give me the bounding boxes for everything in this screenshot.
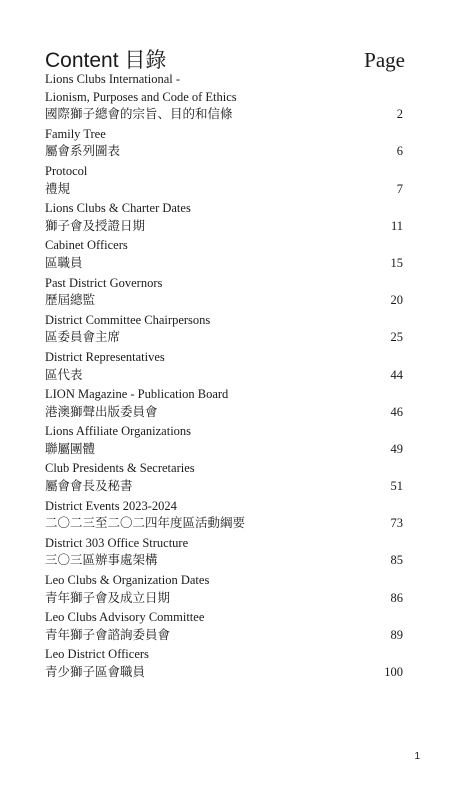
toc-entry-page-number: 86 [390, 590, 403, 605]
toc-entry-line: 港澳獅聲出版委員會 [45, 404, 158, 419]
toc-entry-line: 區委員會主席 [45, 330, 121, 345]
toc-entry[interactable] [45, 200, 403, 235]
toc-entry[interactable] [45, 460, 403, 495]
toc-entry-line: Lions Clubs International - [45, 72, 181, 86]
toc-entry-line: 青年獅子會及成立日期 [45, 590, 171, 605]
toc-entry-line: 獅子會及授證日期 [45, 218, 146, 233]
toc-entry-line: Lions Affiliate Organizations [45, 424, 192, 439]
toc-entry-line: Lionism, Purposes and Code of Ethics [45, 89, 237, 104]
toc-entry-line: Leo District Officers [45, 647, 149, 662]
toc-entry-line: 青年獅子會諮詢委員會 [45, 627, 171, 642]
toc-entry[interactable] [45, 423, 403, 458]
toc-entry-line: 屬會系列圖表 [45, 144, 121, 159]
toc-entry-line: Leo Clubs Advisory Committee [45, 610, 205, 625]
toc-entry-page-number: 15 [390, 255, 403, 270]
toc-entry[interactable] [45, 237, 403, 272]
toc-header [45, 44, 405, 74]
toc-entry-line: 禮規 [45, 181, 71, 196]
toc-entry-page-number: 49 [390, 441, 403, 456]
toc-entry-line: District 303 Office Structure [45, 535, 189, 550]
toc-entry[interactable] [45, 163, 403, 198]
toc-entry-line: 區代表 [45, 367, 83, 382]
toc-entry-page-number: 44 [390, 367, 403, 382]
toc-entry-page-number: 2 [396, 107, 403, 122]
toc-entry-line: 國際獅子總會的宗旨、目的和信條 [45, 107, 233, 122]
toc-entry-page-number: 85 [390, 553, 403, 568]
toc-entry-line: 二〇二三至二〇二四年度區活動綱要 [45, 516, 246, 531]
toc-entry[interactable] [45, 349, 403, 384]
toc-entry-line: 歷屆總監 [45, 293, 96, 308]
toc-entry-page-number: 89 [390, 627, 403, 642]
table-of-contents [45, 71, 403, 682]
toc-entry[interactable] [45, 535, 403, 570]
toc-entry-line: 三〇三區辦事處架構 [45, 553, 158, 568]
toc-entry-line: Cabinet Officers [45, 238, 128, 253]
toc-entry-line: 聯屬團體 [45, 441, 96, 456]
toc-entry[interactable] [45, 312, 403, 347]
toc-entry-page-number: 11 [390, 218, 403, 233]
toc-entry-page-number: 51 [390, 479, 403, 494]
toc-entry-line: LION Magazine - Publication Board [45, 387, 229, 402]
toc-entry[interactable] [45, 498, 403, 533]
toc-entry-line: Protocol [45, 163, 88, 178]
toc-entry-line: Past District Governors [45, 275, 163, 290]
page-title: Content 目錄 [45, 49, 167, 72]
toc-entry-line: Family Tree [45, 126, 106, 141]
toc-entry-line: District Events 2023-2024 [45, 498, 177, 513]
toc-entry[interactable] [45, 646, 403, 681]
toc-entry-line: 青少獅子區會職員 [45, 665, 146, 679]
footer-page-number: 1 [414, 751, 420, 762]
toc-entry-page-number: 25 [390, 330, 403, 345]
toc-entry-page-number: 20 [390, 293, 403, 308]
toc-entry-page-number: 100 [384, 665, 403, 679]
toc-entry-page-number: 7 [396, 181, 403, 196]
toc-entry[interactable] [45, 126, 403, 161]
toc-entry[interactable] [45, 609, 403, 644]
toc-entry-line: 屬會會長及秘書 [45, 479, 133, 494]
toc-entry-page-number: 46 [390, 404, 403, 419]
toc-entry-line: Lions Clubs & Charter Dates [45, 201, 191, 216]
toc-entry-line: District Representatives [45, 349, 165, 364]
toc-entry[interactable] [45, 572, 403, 607]
toc-entry-page-number: 73 [390, 516, 403, 531]
toc-entry-line: Leo Clubs & Organization Dates [45, 573, 210, 588]
toc-entry[interactable] [45, 386, 403, 421]
toc-entry-page-number: 6 [396, 144, 403, 159]
toc-entry[interactable] [45, 71, 403, 124]
toc-entry[interactable] [45, 275, 403, 310]
toc-entry-line: 區職員 [45, 255, 83, 270]
page-column-label: Page [364, 48, 405, 72]
toc-entry-line: District Committee Chairpersons [45, 312, 211, 327]
toc-entry-line: Club Presidents & Secretaries [45, 461, 195, 476]
